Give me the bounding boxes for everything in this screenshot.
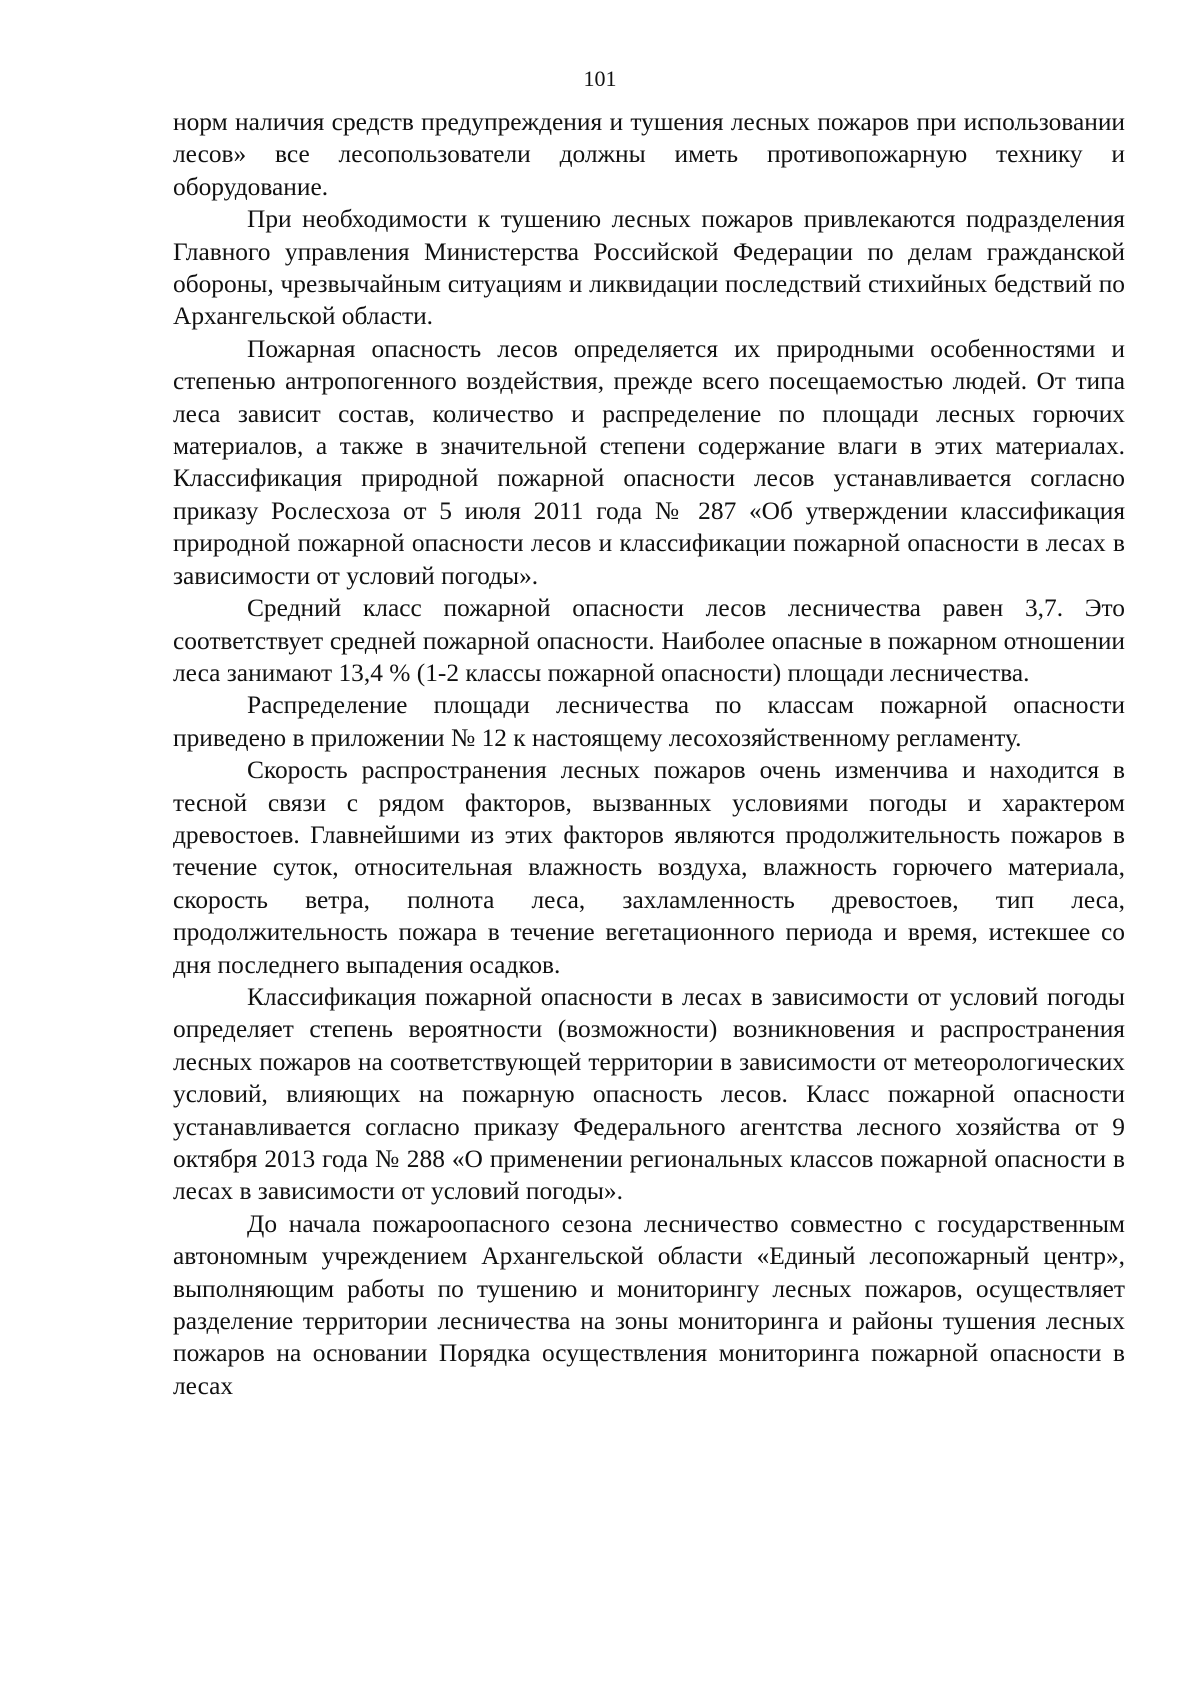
paragraph-fire-season-monitoring: До начала пожароопасного сезона лесничество совместно с государственным автономным учреждением Архангельской области «Единый лесопожарный центр», выполняющим работы по тушению и мониторингу лесных пожаров, осуществляет разделение территории лесничества на зоны мониторинга и районы тушения лесных пожаров на основании Порядка осуществления мониторинга пожарной опасности в лесах xyxy=(173,1209,1125,1400)
paragraph-weather-fire-classification: Классификация пожарной опасности в лесах в зависимости от условий погоды определяет степень вероятности (возможности) возникновения и распространения лесных пожаров на соответствующей территории в зависимости от метеорологических условий, влияющих на пожарную опасность лесов. Класс пожарной опасности устанавливается согласно приказу Федерального агентства лесного хозяйства от 9 октября 2013 года № 288 «О применении региональных классов пожарной опасности в лесах в зависимости от условий погоды». xyxy=(173,982,1125,1206)
paragraph-area-distribution: Распределение площади лесничества по классам пожарной опасности приведено в приложении № 12 к настоящему лесохозяйственному регламенту. xyxy=(173,691,1125,752)
paragraph-natural-fire-danger: Пожарная опасность лесов определяется их природными особенностями и степенью антропогенного воздействия, прежде всего посещаемостью людей. От типа леса зависит состав, количество и распределение по площади лесных горючих материалов, а также в значительной степени содержание влаги в этих материалах. Классификация природной пожарной опасности лесов устанавливается согласно приказу Рослесхоза от 5 июля 2011 года № 287 «Об утверждении классификация природной пожарной опасности лесов и классификации пожарной опасности в лесах в зависимости от условий погоды». xyxy=(173,334,1125,590)
paragraph-fire-equipment-requirement: норм наличия средств предупреждения и тушения лесных пожаров при использовании лесов» все лесопользователи должны иметь противопожарную технику и оборудование. xyxy=(173,108,1125,201)
body-text xyxy=(173,106,1125,1402)
paragraph-average-fire-class: Средний класс пожарной опасности лесов лесничества равен 3,7. Это соответствует средней пожарной опасности. Наиболее опасные в пожарном отношении леса занимают 13,4 % (1-2 классы пожарной опасности) площади лесничества. xyxy=(173,594,1125,687)
page-number: 101 xyxy=(583,66,617,91)
paragraph-fire-spread-speed: Скорость распространения лесных пожаров очень изменчива и находится в тесной связи с рядом факторов, вызванных условиями погоды и характером древостоев. Главнейшими из этих факторов являются продолжительность пожаров в течение суток, относительная влажность воздуха, влажность горючего материала, скорость ветра, полнота леса, захламленность древостоев, тип леса, продолжительность пожара в течение вегетационного периода и время, истекшее со дня последнего выпадения осадков. xyxy=(173,756,1125,979)
paragraph-emergency-ministry-units: При необходимости к тушению лесных пожаров привлекаются подразделения Главного управления Министерства Российской Федерации по делам гражданской обороны, чрезвычайным ситуациям и ликвидации последствий стихийных бедствий по Архангельской области. xyxy=(173,205,1125,331)
